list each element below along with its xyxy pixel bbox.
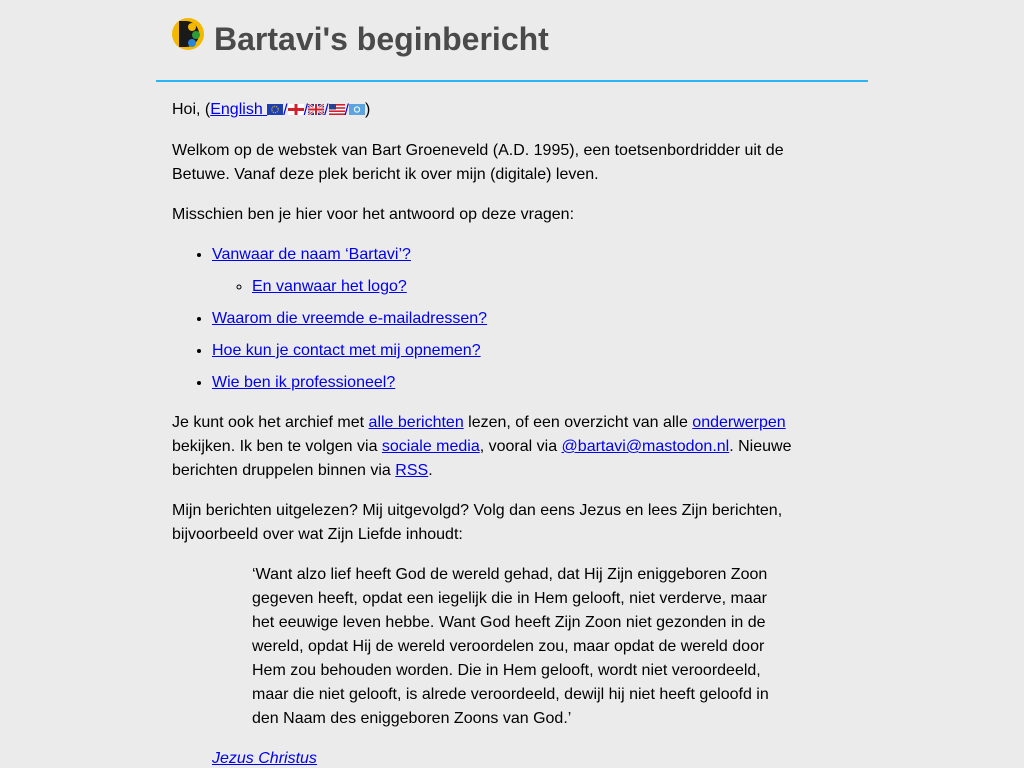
archive-text-6: . <box>428 462 433 479</box>
question-name-link[interactable]: Vanwaar de naam ‘Bartavi’? <box>212 246 411 263</box>
closing-paragraph: Mijn berichten uitgelezen? Mij uitgevolgd? Volg dan eens Jezus en lees Zijn berichten, bijvoorbeeld over wat Zijn Liefde inhoudt: <box>172 502 783 543</box>
site-header <box>156 0 868 82</box>
page-title: Bartavi's beginbericht <box>214 21 549 57</box>
question-professional-link[interactable]: Wie ben ik professioneel? <box>212 374 396 391</box>
bible-quote: ‘Want alzo lief heeft God de wereld gehad, dat Hij Zijn eniggeboren Zoon gegeven heeft, opdat een iegelijk die in Hem gelooft, niet verderve, maar het eeuwige leven hebbe. Want God heeft Zijn Zoon niet gezonden in de wereld, opdat Hij de wereld veroordelen zou, maar opdat de wereld door Hem zou behouden worden. Die in Hem gelooft, wordt niet veroordeeld, maar die niet gelooft, is alrede veroordeeld, dewijl hij niet heeft geloofd in den Naam des eniggeboren Zoons van God.’ <box>252 566 769 727</box>
eu-flag-icon <box>267 104 283 115</box>
archive-text-5: . Nieuwe berichten druppelen binnen via <box>172 438 792 479</box>
question-contact-link[interactable]: Hoe kun je contact met mij opnemen? <box>212 342 481 359</box>
bartavi-logo-icon[interactable] <box>172 18 204 50</box>
attribution-link[interactable]: Jezus Christus <box>212 750 317 767</box>
topics-link[interactable]: onderwerpen <box>692 414 786 431</box>
archive-text-2: lezen, of een overzicht van alle <box>463 414 693 431</box>
page <box>156 0 868 768</box>
list-item <box>212 307 812 331</box>
main-content <box>156 98 868 768</box>
archive-text-3: bekijken. Ik ben te volgen via <box>172 438 382 455</box>
greeting <box>172 98 812 123</box>
question-email-link[interactable]: Waarom die vreemde e-mailadressen? <box>212 310 488 327</box>
uk-flag-icon <box>308 104 324 115</box>
un-flag-icon <box>349 104 365 115</box>
language-flags: / / / / <box>267 99 365 123</box>
english-link-label: English <box>210 101 263 118</box>
archive-paragraph <box>172 411 812 483</box>
list-item <box>212 243 812 299</box>
list-item <box>212 339 812 363</box>
greeting-suffix: ) <box>364 101 371 118</box>
quote-attribution <box>212 747 812 768</box>
all-posts-link[interactable]: alle berichten <box>368 414 464 431</box>
question-logo-link[interactable]: En vanwaar het logo? <box>252 278 407 295</box>
intro-paragraph: Welkom op de webstek van Bart Groeneveld (A.D. 1995), een toetsenbordridder uit de Betuwe. Vanaf deze plek bericht ik over mijn (digitale) leven. <box>172 142 784 183</box>
questions-list <box>172 243 812 395</box>
list-item <box>252 275 812 299</box>
england-flag-icon <box>288 104 304 115</box>
archive-text-1: Je kunt ook het archief met <box>172 414 369 431</box>
archive-text-4: , vooral via <box>479 438 562 455</box>
questions-intro: Misschien ben je hier voor het antwoord op deze vragen: <box>172 206 575 223</box>
social-media-link[interactable]: sociale media <box>381 438 480 455</box>
mastodon-link[interactable]: @bartavi@mastodon.nl <box>561 438 730 455</box>
us-flag-icon <box>329 104 345 115</box>
rss-link[interactable]: RSS <box>395 462 429 479</box>
list-item <box>212 371 812 395</box>
greeting-prefix: Hoi, ( <box>172 101 211 118</box>
english-link[interactable] <box>210 101 365 118</box>
sub-questions-list <box>212 275 812 299</box>
